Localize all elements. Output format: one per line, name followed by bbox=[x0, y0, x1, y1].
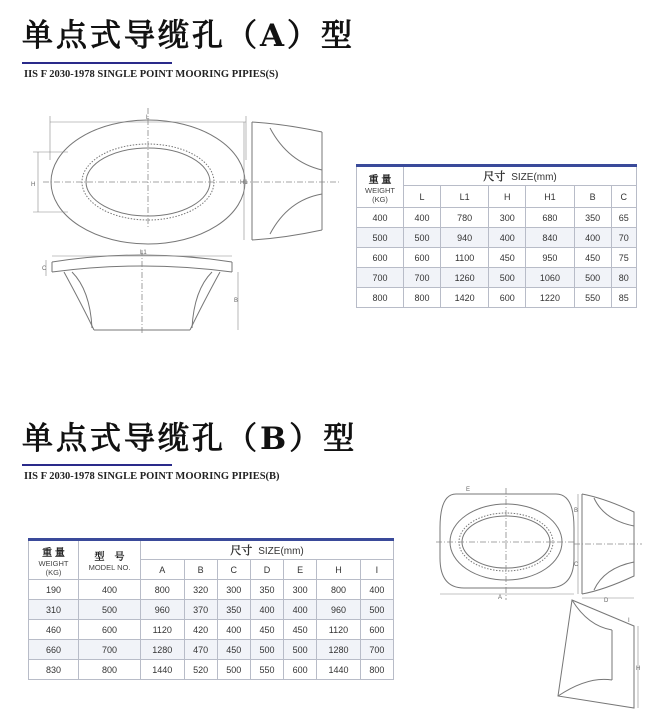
dimension-label-I: I bbox=[628, 618, 630, 624]
table-row bbox=[357, 248, 637, 268]
section-b-side-view-drawing bbox=[574, 490, 642, 602]
table-cell: 85 bbox=[611, 288, 636, 308]
table-cell: 600 bbox=[357, 248, 404, 268]
table-cell: 500 bbox=[284, 640, 317, 660]
table-cell: 500 bbox=[217, 660, 250, 680]
dimension-label-E: E bbox=[466, 487, 471, 493]
dimension-label-C: C bbox=[574, 562, 579, 568]
dimension-label-D: D bbox=[604, 598, 609, 604]
size-header: 尺寸 SIZE(mm) bbox=[141, 540, 394, 560]
column-header: E bbox=[284, 560, 317, 580]
column-header: H1 bbox=[526, 186, 574, 208]
table-cell: 400 bbox=[250, 600, 283, 620]
table-cell: 500 bbox=[79, 600, 141, 620]
table-cell: 800 bbox=[360, 660, 393, 680]
table-cell: 400 bbox=[284, 600, 317, 620]
table-row bbox=[29, 640, 394, 660]
table-cell: 450 bbox=[217, 640, 250, 660]
table-cell: 600 bbox=[284, 660, 317, 680]
column-header: B bbox=[574, 186, 611, 208]
table-cell: 800 bbox=[357, 288, 404, 308]
column-header: H bbox=[317, 560, 361, 580]
table-cell: 960 bbox=[141, 600, 185, 620]
table-cell: 800 bbox=[141, 580, 185, 600]
table-cell: 500 bbox=[404, 228, 441, 248]
table-cell: 830 bbox=[29, 660, 79, 680]
table-cell: 700 bbox=[404, 268, 441, 288]
table-cell: 500 bbox=[360, 600, 393, 620]
column-header: L1 bbox=[440, 186, 488, 208]
table-cell: 450 bbox=[284, 620, 317, 640]
table-cell: 320 bbox=[184, 580, 217, 600]
table-cell: 1420 bbox=[440, 288, 488, 308]
table-cell: 400 bbox=[489, 228, 526, 248]
table-cell: 800 bbox=[317, 580, 361, 600]
table-cell: 450 bbox=[489, 248, 526, 268]
table-cell: 65 bbox=[611, 208, 636, 228]
table-cell: 300 bbox=[284, 580, 317, 600]
table-cell: 470 bbox=[184, 640, 217, 660]
table-cell: 420 bbox=[184, 620, 217, 640]
section-a-front-view-drawing bbox=[42, 250, 242, 335]
table-cell: 550 bbox=[574, 288, 611, 308]
table-cell: 500 bbox=[489, 268, 526, 288]
table-cell: 350 bbox=[574, 208, 611, 228]
table-cell: 700 bbox=[79, 640, 141, 660]
section-a-title: 单点式导缆孔（A）型 bbox=[22, 18, 356, 54]
dimension-label-H1: H1 bbox=[240, 180, 248, 186]
section-a-divider bbox=[22, 62, 172, 64]
column-header: A bbox=[141, 560, 185, 580]
dimension-label-A: A bbox=[498, 595, 503, 601]
table-row bbox=[357, 268, 637, 288]
table-cell: 400 bbox=[79, 580, 141, 600]
table-cell: 80 bbox=[611, 268, 636, 288]
section-a-subtitle: IIS F 2030-1978 SINGLE POINT MOORING PIPIES(S) bbox=[24, 69, 279, 80]
table-cell: 780 bbox=[440, 208, 488, 228]
table-cell: 1220 bbox=[526, 288, 574, 308]
table-cell: 370 bbox=[184, 600, 217, 620]
table-cell: 500 bbox=[357, 228, 404, 248]
table-cell: 600 bbox=[404, 248, 441, 268]
table-cell: 300 bbox=[217, 580, 250, 600]
table-cell: 75 bbox=[611, 248, 636, 268]
table-cell: 190 bbox=[29, 580, 79, 600]
section-a-table-body bbox=[357, 208, 637, 308]
table-cell: 660 bbox=[29, 640, 79, 660]
table-cell: 680 bbox=[526, 208, 574, 228]
table-cell: 500 bbox=[250, 640, 283, 660]
table-cell: 700 bbox=[360, 640, 393, 660]
table-cell: 400 bbox=[360, 580, 393, 600]
column-header: C bbox=[217, 560, 250, 580]
table-cell: 460 bbox=[29, 620, 79, 640]
section-b-table-body bbox=[29, 580, 394, 680]
dimension-label-H: H bbox=[31, 182, 36, 188]
table-cell: 840 bbox=[526, 228, 574, 248]
column-header: D bbox=[250, 560, 283, 580]
section-a-side-view-drawing bbox=[240, 118, 345, 248]
dimension-label-C: C bbox=[42, 266, 47, 272]
column-header: L bbox=[404, 186, 441, 208]
table-row bbox=[29, 620, 394, 640]
column-header: I bbox=[360, 560, 393, 580]
table-row bbox=[29, 600, 394, 620]
table-row bbox=[29, 580, 394, 600]
section-b-spec-table bbox=[28, 538, 394, 680]
section-b-section-view-drawing bbox=[548, 596, 644, 714]
table-cell: 1440 bbox=[317, 660, 361, 680]
table-cell: 1280 bbox=[317, 640, 361, 660]
dimension-label-H: H bbox=[636, 666, 641, 672]
table-cell: 450 bbox=[574, 248, 611, 268]
table-cell: 350 bbox=[217, 600, 250, 620]
section-b-subtitle: IIS F 2030-1978 SINGLE POINT MOORING PIPIES(B) bbox=[24, 471, 280, 482]
table-cell: 400 bbox=[357, 208, 404, 228]
table-cell: 700 bbox=[357, 268, 404, 288]
section-b-title: 单点式导缆孔（B）型 bbox=[22, 421, 358, 457]
table-cell: 1120 bbox=[317, 620, 361, 640]
dimension-label-B: B bbox=[574, 508, 579, 514]
dimension-label-L1: L1 bbox=[140, 250, 147, 256]
table-cell: 600 bbox=[489, 288, 526, 308]
table-row bbox=[357, 288, 637, 308]
dimension-label-L: L bbox=[146, 115, 150, 121]
table-cell: 450 bbox=[250, 620, 283, 640]
table-cell: 1100 bbox=[440, 248, 488, 268]
section-b-divider bbox=[22, 464, 172, 466]
table-cell: 960 bbox=[317, 600, 361, 620]
table-cell: 310 bbox=[29, 600, 79, 620]
table-cell: 1440 bbox=[141, 660, 185, 680]
table-cell: 1120 bbox=[141, 620, 185, 640]
table-cell: 950 bbox=[526, 248, 574, 268]
table-cell: 400 bbox=[404, 208, 441, 228]
table-cell: 70 bbox=[611, 228, 636, 248]
dimension-label-B: B bbox=[234, 298, 239, 304]
table-cell: 800 bbox=[404, 288, 441, 308]
table-cell: 300 bbox=[489, 208, 526, 228]
table-cell: 550 bbox=[250, 660, 283, 680]
table-cell: 350 bbox=[250, 580, 283, 600]
section-b-top-view-drawing bbox=[436, 487, 579, 601]
table-cell: 600 bbox=[79, 620, 141, 640]
table-row bbox=[357, 228, 637, 248]
table-cell: 1260 bbox=[440, 268, 488, 288]
table-cell: 500 bbox=[574, 268, 611, 288]
section-a-top-view-drawing bbox=[28, 100, 248, 230]
table-cell: 940 bbox=[440, 228, 488, 248]
size-header: 尺寸 SIZE(mm) bbox=[404, 166, 637, 186]
weight-header: 重 量 WEIGHT (KG) bbox=[29, 540, 79, 580]
table-row bbox=[357, 208, 637, 228]
table-row bbox=[29, 660, 394, 680]
table-cell: 400 bbox=[217, 620, 250, 640]
model-header: 型 号 MODEL NO. bbox=[79, 540, 141, 580]
table-cell: 600 bbox=[360, 620, 393, 640]
table-cell: 400 bbox=[574, 228, 611, 248]
column-header: H bbox=[489, 186, 526, 208]
table-cell: 1060 bbox=[526, 268, 574, 288]
table-cell: 520 bbox=[184, 660, 217, 680]
column-header: B bbox=[184, 560, 217, 580]
table-cell: 800 bbox=[79, 660, 141, 680]
table-cell: 1280 bbox=[141, 640, 185, 660]
column-header: C bbox=[611, 186, 636, 208]
section-a-spec-table bbox=[356, 164, 637, 308]
weight-header: 重 量 WEIGHT (KG) bbox=[357, 166, 404, 208]
